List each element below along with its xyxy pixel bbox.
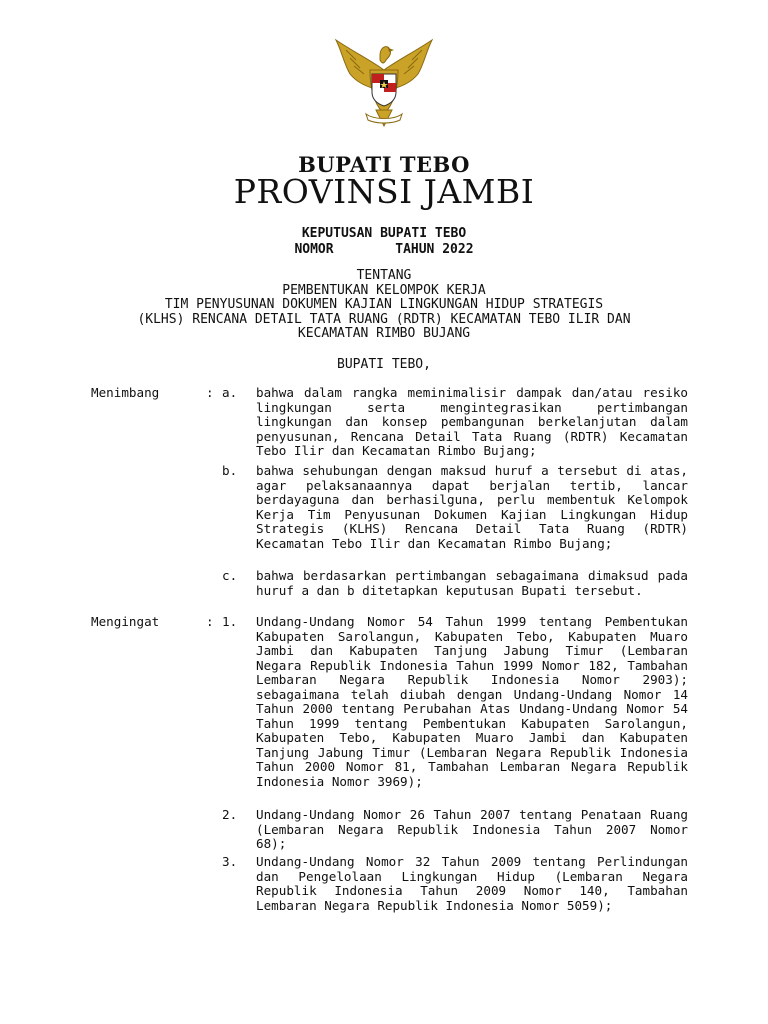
menimbang-item-number: b. [222, 463, 238, 478]
mengingat-item-number: 1. [222, 614, 238, 629]
menimbang-item-text: bahwa dalam rangka meminimalisir dampak dan/atau resiko lingkungan serta mengintegrasikan pertimbangan lingkungan dan konsep pembangunan berkelanjutan dalam penyusunan, Rencana Detail Tata Ruang (RDTR) Kecamatan Tebo Ilir dan Kecamatan Rimbo Bujang; [256, 385, 688, 458]
mengingat-item-text: Undang-Undang Nomor 26 Tahun 2007 tentang Penataan Ruang (Lembaran Negara Republik Indonesia Tahun 2007 Nomor 68); [256, 807, 688, 851]
issuer-title: BUPATI TEBO, [337, 357, 431, 372]
mengingat-item-text: Undang-Undang Nomor 32 Tahun 2009 tentang Perlindungan dan Pengelolaan Lingkungan Hidup (Lembaran Negara Republik Indonesia Tahun 2009 Nomor 140, Tambahan Lembaran Negara Republik Indonesia Nomor 5059); [256, 854, 688, 913]
decree-line: KEPUTUSAN BUPATI TEBO [301, 226, 467, 241]
subject-line: PEMBENTUKAN KELOMPOK KERJA [282, 282, 486, 298]
menimbang-colon: : [206, 385, 214, 400]
subject-line: TIM PENYUSUNAN DOKUMEN KAJIAN LINGKUNGAN HIDUP STRATEGIS [164, 297, 604, 312]
mengingat-item-number: 3. [222, 854, 238, 869]
menimbang-item-text: bahwa sehubungan dengan maksud huruf a tersebut di atas, agar pelaksanaannya dapat berjalan tertib, lancar berdayaguna dan berhasilguna, perlu membentuk Kelompok Kerja Tim Penyusunan Dokumen Kajian Lingkungan Hidup Strategis (KLHS) Rencana Detail Tata Ruang (RDTR) Kecamatan Tebo Ilir dan Kecamatan Rimbo Bujang; [256, 463, 688, 551]
menimbang-label: Menimbang [91, 385, 160, 400]
decree-number-line [0, 242, 768, 258]
mengingat-item-number: 2. [222, 807, 238, 822]
menimbang-item-text: bahwa berdasarkan pertimbangan sebagaimana dimaksud pada huruf a dan b ditetapkan keputusan Bupati tersebut. [256, 568, 688, 598]
mengingat-item-text: Undang-Undang Nomor 54 Tahun 1999 tentang Pembentukan Kabupaten Sarolangun, Kabupaten Tebo, Kabupaten Muaro Jambi dan Kabupaten Tanjung Jabung Timur (Lembaran Negara Republik Indonesia Tahun 1999 Nomor 182, Tambahan Lembaran Negara Republik Indonesia Nomor 2903); sebagaimana telah diubah dengan Undang-Undang Nomor 14 Tahun 2000 tentang Perubahan Atas Undang-Undang Nomor 54 Tahun 1999 tentang Pembentukan Kabupaten Sarolangun, Kabupaten Tebo, Kabupaten Muaro Jambi dan Kabupaten Tanjung Jabung Timur (Lembaran Negara Republik Indonesia Tahun 2000 Nomor 81, Tambahan Lembaran Negara Republik Indonesia Nomor 3969); [256, 614, 688, 789]
menimbang-item-number: a. [222, 385, 238, 400]
mengingat-label: Mengingat [91, 614, 160, 629]
decree-number-label: NOMOR [294, 242, 334, 257]
decree-year: TAHUN 2022 [395, 242, 474, 257]
subject-line: (KLHS) RENCANA DETAIL TATA RUANG (RDTR) KECAMATAN TEBO ILIR DAN [137, 311, 631, 327]
garuda-emblem-icon [330, 30, 438, 130]
decree-heading [0, 226, 768, 258]
menimbang-item-number: c. [222, 568, 238, 583]
regent-title: BUPATI TEBO [298, 152, 470, 177]
decree-subject [0, 269, 768, 342]
mengingat-colon: : [206, 614, 214, 629]
province-title: PROVINSI JAMBI [233, 172, 535, 211]
subject-line: KECAMATAN RIMBO BUJANG [297, 326, 471, 341]
subject-tentang: TENTANG [356, 268, 412, 283]
